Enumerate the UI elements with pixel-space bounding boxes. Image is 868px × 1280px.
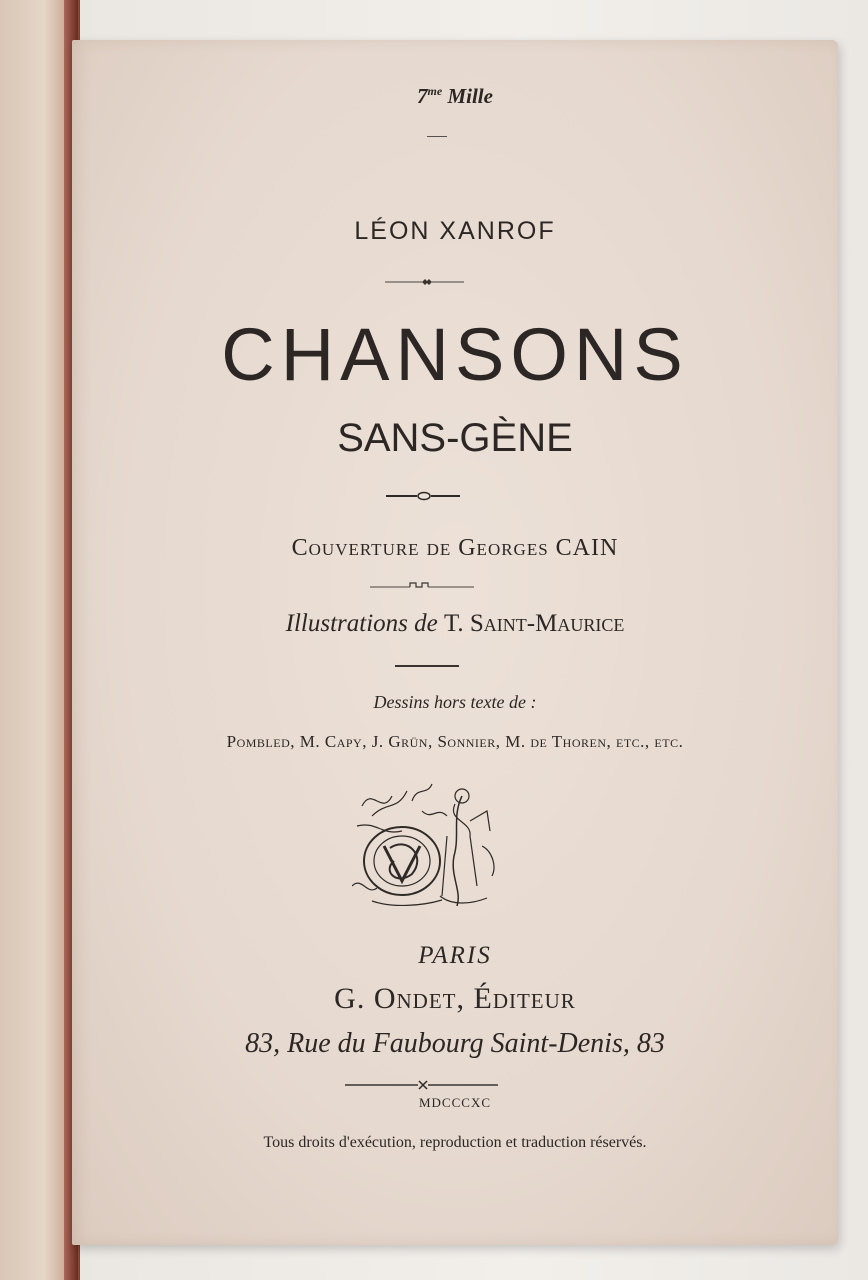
book-title: CHANSONS [221, 313, 689, 396]
publication-city: PARIS [418, 942, 492, 969]
rights-notice: Tous droits d'exécution, reproduction et traduction réservés. [263, 1134, 647, 1151]
illustrations-credit [72, 610, 838, 638]
printing-mark [72, 84, 838, 109]
monogram-vignette [352, 776, 502, 916]
title-page [72, 40, 838, 1245]
illustrator-name: T. Saint-Maurice [443, 610, 625, 637]
publication-year: MDCCCXC [418, 1095, 492, 1110]
ornament-rule-1 [72, 272, 838, 292]
illustrations-prefix: Illustrations de [285, 610, 438, 637]
ornament-rule-2 [72, 486, 838, 506]
divider-rule [395, 665, 459, 667]
author-name: LÉON XANROF [354, 217, 556, 245]
publisher-address: 83, Rue du Faubourg Saint-Denis, 83 [245, 1028, 665, 1059]
ornament-rule-3 [72, 578, 838, 598]
plates-label: Dessins hors texte de : [373, 692, 537, 712]
ornament-rule-4 [72, 1076, 838, 1096]
cover-credit: Couverture de Georges CAIN [291, 535, 619, 561]
printing-word: Mille [447, 84, 493, 108]
artists-list: Pombled, M. Capy, J. Grün, Sonnier, M. de Thoren, etc., etc. [226, 732, 684, 751]
printing-number: 7 [417, 84, 428, 108]
short-dash [427, 136, 447, 137]
publisher-name: G. Ondet, Éditeur [334, 982, 576, 1015]
printing-suffix: me [427, 84, 443, 98]
book-subtitle: SANS-GÈNE [337, 416, 573, 460]
